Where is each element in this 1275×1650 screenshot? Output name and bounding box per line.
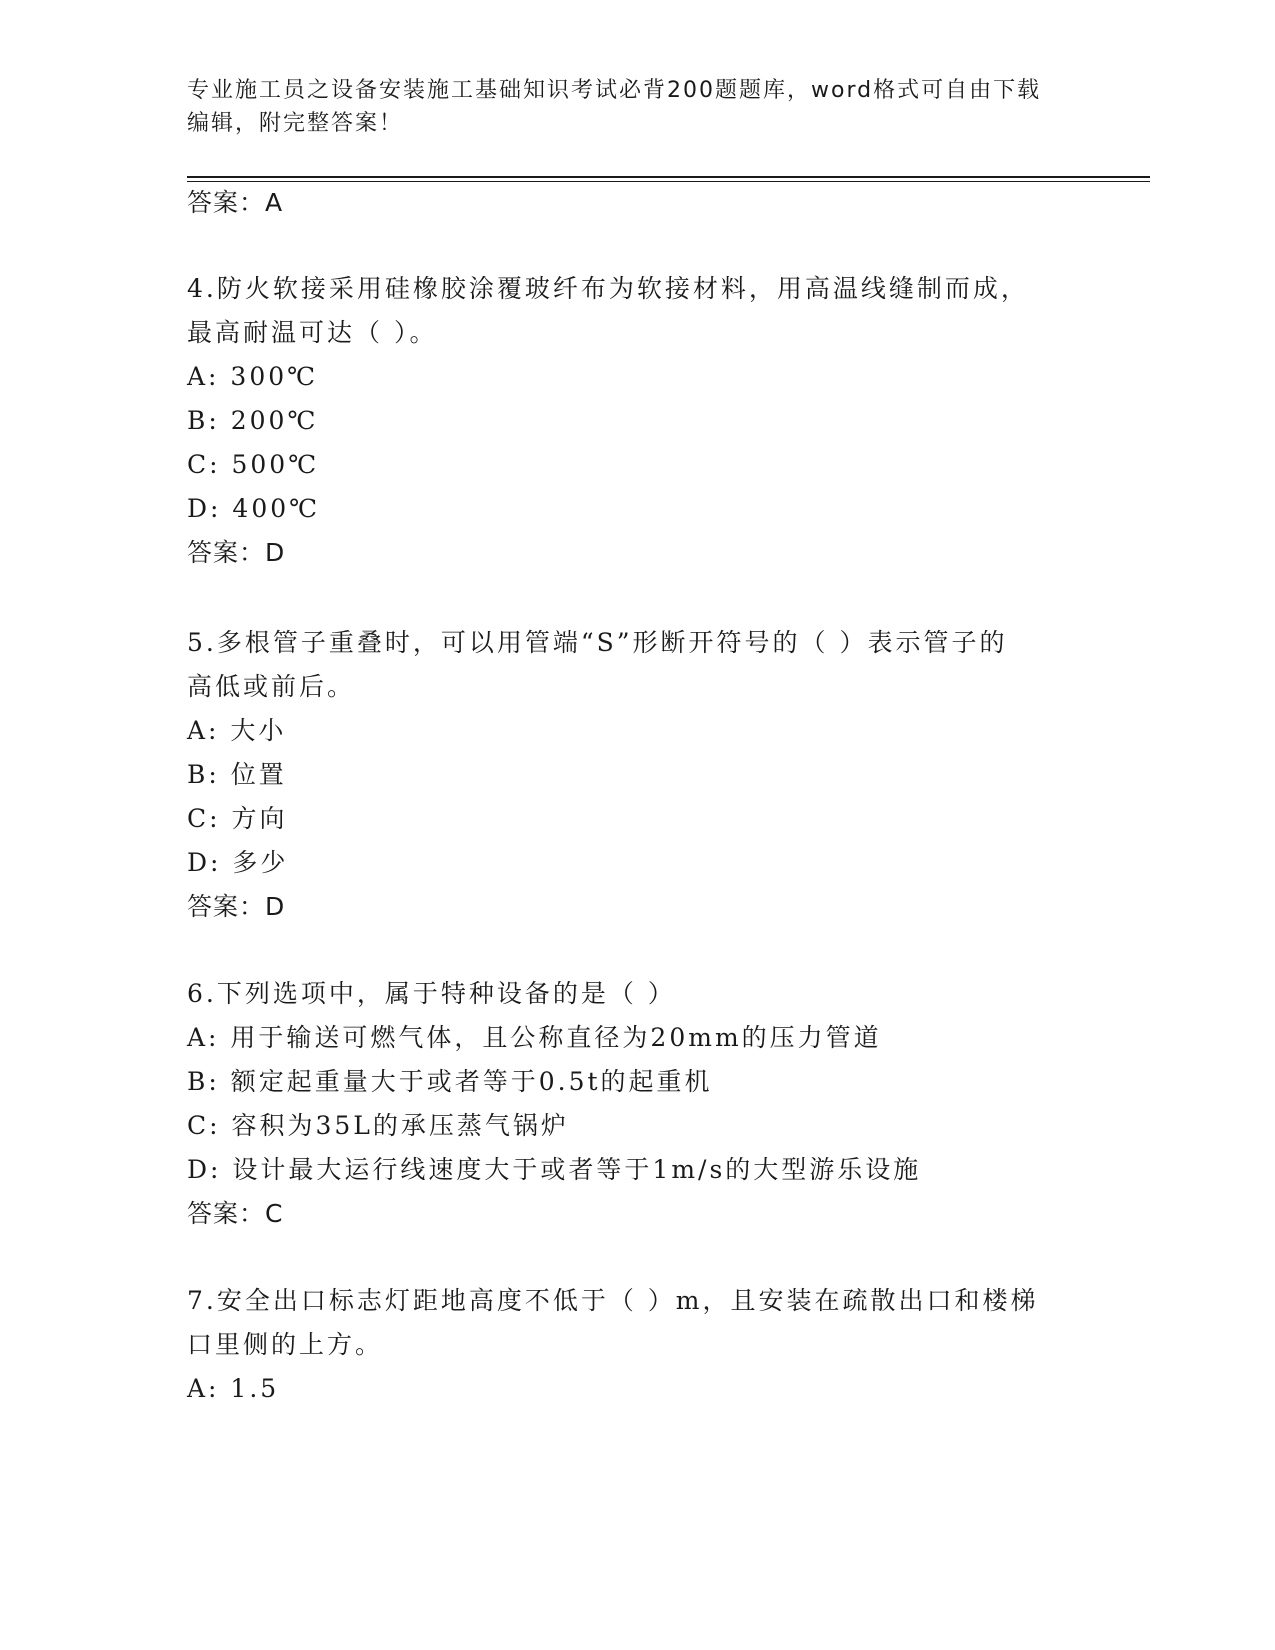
q6-answer: 答案：C (187, 1199, 284, 1228)
header-line-1: 专业施工员之设备安装施工基础知识考试必背200题题库，word格式可自由下载 (187, 78, 1042, 103)
q6-option-b: B: 额定起重量大于或者等于0.5t的起重机 (187, 1067, 713, 1096)
previous-answer: 答案：A (187, 188, 284, 217)
q6-stem-line-1: 6.下列选项中，属于特种设备的是（ ） (187, 979, 676, 1008)
q5-option-d: D: 多少 (187, 848, 289, 877)
q4-stem-line-2: 最高耐温可达（ ）。 (187, 318, 438, 347)
q4-answer: 答案：D (187, 538, 286, 567)
q5-option-b: B: 位置 (187, 760, 287, 789)
q4-option-a: A: 300℃ (187, 362, 319, 391)
q6-option-d: D: 设计最大运行线速度大于或者等于1m/s的大型游乐设施 (187, 1155, 922, 1184)
q6-option-c: C: 容积为35L的承压蒸气锅炉 (187, 1111, 569, 1140)
q4-stem-line-1: 4.防火软接采用硅橡胶涂覆玻纤布为软接材料，用高温线缝制而成， (187, 274, 1029, 303)
header-rule-thin (187, 181, 1150, 182)
q4-option-b: B: 200℃ (187, 406, 319, 435)
header-line-2: 编辑，附完整答案！ (187, 111, 404, 136)
q4-option-c: C: 500℃ (187, 450, 320, 479)
q4-option-d: D: 400℃ (187, 494, 321, 523)
q5-stem-line-1: 5.多根管子重叠时，可以用管端“S”形断开符号的（ ）表示管子的 (187, 628, 1008, 657)
q5-option-c: C: 方向 (187, 804, 288, 833)
q7-stem-line-1: 7.安全出口标志灯距地高度不低于（ ）m，且安装在疏散出口和楼梯 (187, 1286, 1039, 1315)
q7-option-a: A: 1.5 (187, 1374, 280, 1403)
q5-option-a: A: 大小 (187, 716, 287, 745)
q6-option-a: A: 用于输送可燃气体，且公称直径为20mm的压力管道 (187, 1023, 882, 1052)
q5-stem-line-2: 高低或前后。 (187, 672, 356, 701)
q7-stem-line-2: 口里侧的上方。 (187, 1330, 384, 1359)
q5-answer: 答案：D (187, 892, 286, 921)
header-rule-thick (187, 176, 1150, 178)
document-header (187, 74, 1067, 140)
